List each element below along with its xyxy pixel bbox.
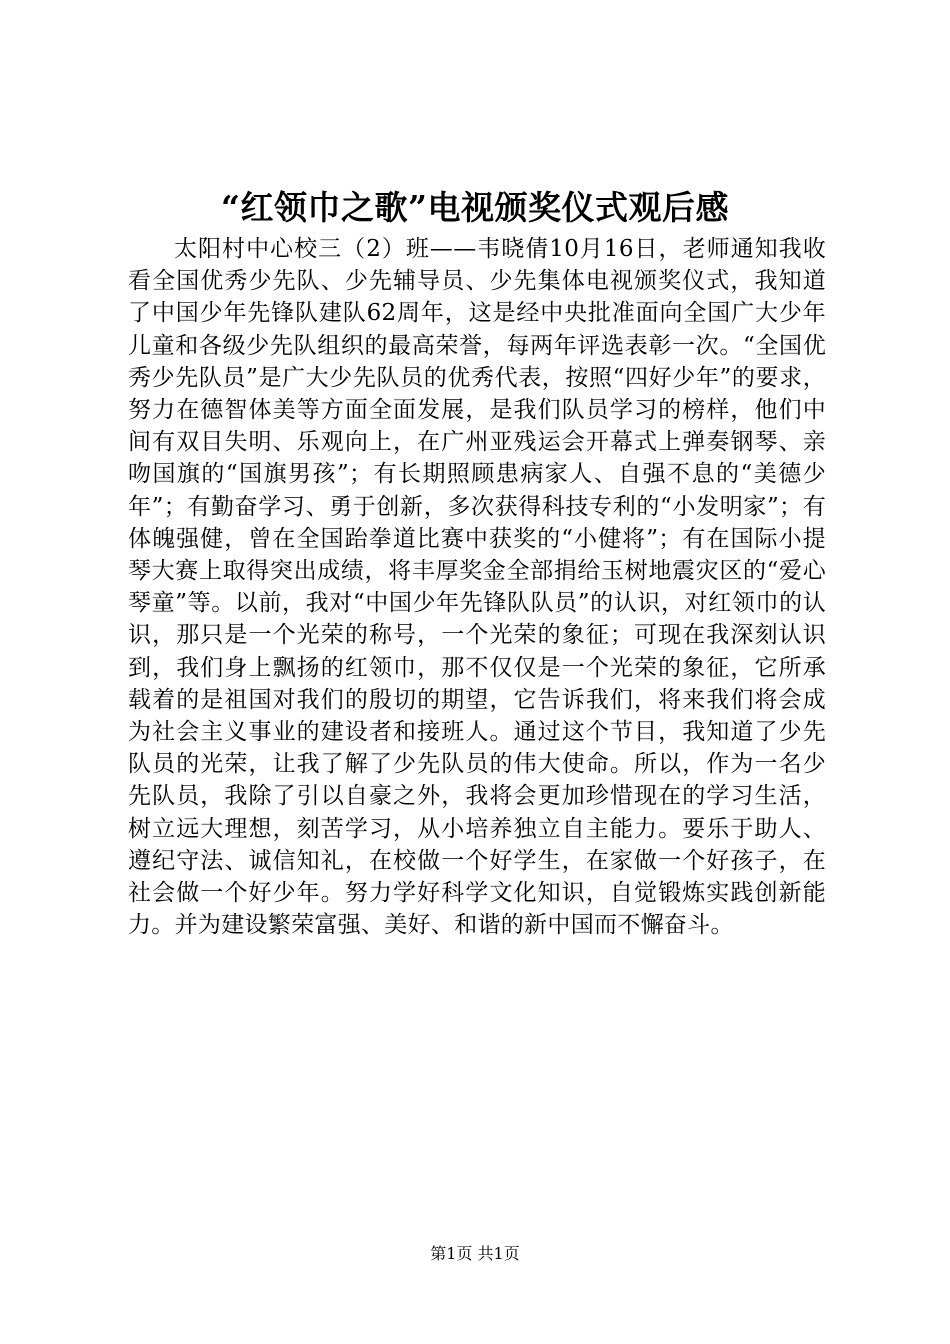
document-body-paragraph: 太阳村中心校三（2）班——韦晓倩10月16日，老师通知我收看全国优秀少先队、少先辅导员、少先集体电视颁奖仪式，我知道了中国少年先锋队建队62周年，这是经中央批准面向全国广大少年儿童和各级少先队组织的最高荣誉，每两年评选表彰一次。“全国优秀少先队员”是广大少先队员的优秀代表，按照“四好少年”的要求，努力在德智体美等方面全面发展，是我们队员学习的榜样，他们中间有双目失明、乐观向上，在广州亚残运会开幕式上弹奏钢琴、亲吻国旗的“国旗男孩”；有长期照顾患病家人、自强不息的“美德少年”；有勤奋学习、勇于创新，多次获得科技专利的“小发明家”；有体魄强健，曾在全国跆拳道比赛中获奖的“小健将”；有在国际小提琴大赛上取得突出成绩，将丰厚奖金全部捐给玉树地震灾区的“爱心琴童”等。以前，我对“中国少年先锋队队员”的认识，对红领巾的认识，那只是一个光荣的称号，一个光荣的象征；可现在我深刻认识到，我们身上飘扬的红领巾，那不仅仅是一个光荣的象征，它所承载着的是祖国对我们的殷切的期望，它告诉我们，将来我们将会成为社会主义事业的建设者和接班人。通过这个节目，我知道了少先队员的光荣，让我了解了少先队员的伟大使命。所以，作为一名少先队员，我除了引以自豪之外，我将会更加珍惜现在的学习生活，树立远大理想，刻苦学习，从小培养独立自主能力。要乐于助人、遵纪守法、诚信知礼，在校做一个好学生，在家做一个好孩子，在社会做一个好少年。努力学好科学文化知识，自觉锻炼实践创新能力。并为建设繁荣富强、美好、和谐的新中国而不懈奋斗。 xyxy=(128,236,826,939)
page-footer: 第1页 共1页 xyxy=(430,1244,520,1263)
document-title: “红领巾之歌”电视颁奖仪式观后感 xyxy=(221,188,729,227)
